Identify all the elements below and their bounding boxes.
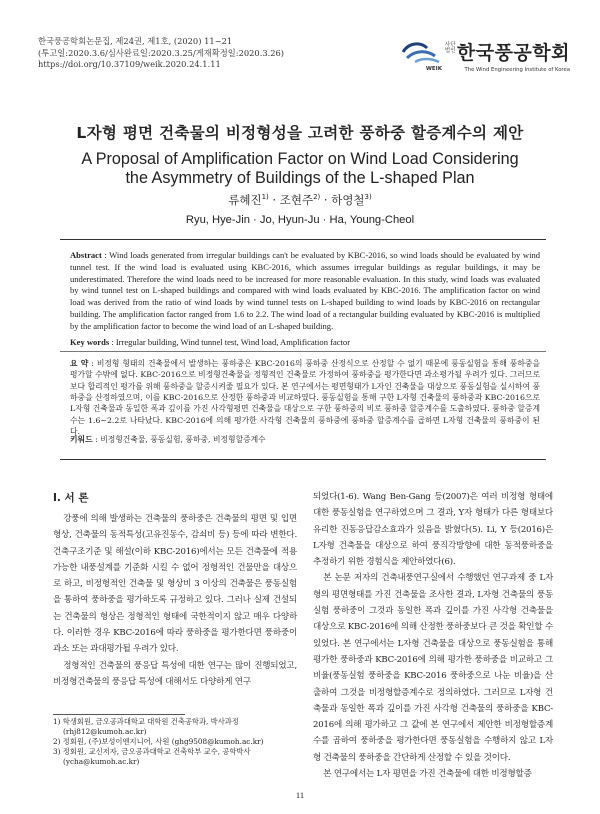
author-separator: · bbox=[268, 193, 280, 207]
author-1-mark: 1) bbox=[261, 193, 269, 202]
right-column bbox=[313, 489, 553, 782]
paragraph: 강풍에 의해 발생하는 건축물의 풍하중은 건축물의 평면 및 입면 형상, 건축물의 동적특성(고유진동수, 감쇠비 등) 등에 따라 변한다. 건축구조기준 및 해설(이하 KBC-2016)에서는 모든 건축물에 적용 가능한 내풍설계를 기준화 시킬 수 없어 정형적인 건물만을 대상으로 하고, 비정형적인 건축물 및 형상비 3 이상의 건축물은 풍동실험을 통하여 풍하중을 평가하도록 규정하고 있다. 그러나 실제 건설되는 건축물의 형상은 정형적인 형태에 국한적이지 않고 매우 다양하다. 이러한 경우 KBC-2016에 따라 풍하중을 평가한다면 풍하중이 과소 또는 과대평가될 우려가 있다. bbox=[53, 514, 297, 655]
author-2-mark: 2) bbox=[313, 193, 321, 202]
author-separator: · bbox=[320, 193, 332, 207]
submission-dates: (투고일:2020.3.6/심사완료일:2020.3.25/게재확정일:2020.3.26) bbox=[38, 47, 285, 58]
korean-keywords-text: : 비정형건축물, 풍동실험, 풍하중, 비정형할증계수 bbox=[95, 435, 266, 444]
section-title: I. 서 론 bbox=[53, 492, 89, 504]
logo-name: 한국풍공학회 bbox=[456, 42, 570, 64]
footnote: (rhj812@kumoh.ac.kr) bbox=[63, 727, 147, 737]
logo-subtitle: The Wind Engineering Institute of Korea bbox=[464, 67, 570, 73]
keywords-label: Key words bbox=[70, 337, 110, 347]
page-number: 11 bbox=[295, 790, 305, 800]
title-korean: L자형 평면 건축물의 비정형성을 고려한 풍하중 할증계수의 제안 bbox=[76, 124, 524, 142]
author-2: 조현주 bbox=[279, 193, 314, 207]
keywords bbox=[70, 337, 540, 347]
korean-summary bbox=[70, 358, 540, 437]
korean-summary-text: : 비정형 형태의 건축물에서 발생하는 풍하중은 KBC-2016의 풍하중 산정식으로 산정할 수 없기 때문에 풍동실험을 통해 풍하중을 평가할 수밖에 없다. KBC-2016으로 비정형건축물을 정형적인 건축물로 가정하여 풍하중을 평가한다면 과소평가될 우려가 있다. 그러므로 보다 합리적인 평가를 위해 풍하중을 할증시켜줄 필요가 있다. 본 연구에서는 평면형태가 L자인 건축물을 대상으로 풍동실험을 실시하여 풍하중을 산정하였으며, 이를 KBC-2016으로 산정한 풍하중과 비교하였다. 풍동실험을 통해 구한 L자형 건축물의 풍하중과 KBC-2016으로 L자형 건축물과 동일한 폭과 깊이를 가진 사각형평면 건축물을 대상으로 구한 풍하중의 비로 풍하중 할증계수를 도출하였다. 풍하중 할증계수는 1.6~2.2로 나타났다. KBC-2016에 의해 평가한 사각형 건축물의 풍하중에 풍하중 할증계수를 곱하면 L자형 건축물의 풍하중이 된다. bbox=[70, 359, 540, 437]
journal-citation: 한국풍공학회논문집, 제24권, 제1호, (2020) 11~21 bbox=[38, 36, 233, 46]
author-1: 류혜진 bbox=[228, 193, 262, 207]
title-english-line-1: A Proposal of Amplification Factor on Wind Load Considering bbox=[81, 150, 519, 168]
footnote: 2) 정회원, (주)보성이엔지니어, 사원 (ghg9508@kumoh.ac.kr) bbox=[53, 737, 264, 747]
footnote: (ycha@kumoh.ac.kr) bbox=[63, 757, 140, 767]
paragraph: 정형적인 건축물의 풍응답 특성에 대한 연구는 많이 진행되었고, 비정형건축물의 풍응답 특성에 대해서도 다양하게 연구 bbox=[53, 660, 297, 687]
wind-logo-icon bbox=[401, 38, 441, 64]
footnote-divider bbox=[53, 714, 185, 715]
keywords-text: : Irregular building, Wind tunnel test, Wind load, Amplification factor bbox=[111, 337, 351, 347]
authors-korean bbox=[0, 192, 600, 208]
paragraph: 본 논문 저자의 건축내풍연구실에서 수행했던 연구과제 중 L자형의 평면형태를 가진 건축물을 조사한 결과, L자형 건축물의 풍동실험 풍하중이 그것과 동일한 폭과 깊이를 가진 사각형 건축물을 대상으로 KBC-2016에 의해 산정한 풍하중보다 큰 것을 확인할 수 있었다. 본 연구에서는 L자형 건축물을 대상으로 풍동실험을 통해 평가한 풍하중과 KBC-2016에 의해 평가한 풍하중을 비교하고 그 비율(풍동실험 풍하중을 KBC-2016 풍하중으로 나눈 비율)을 산출하여 그것을 비정형할증계수로 정의하였다. 그러므로 L자형 건축물과 동일한 폭과 깊이를 가진 사각형 건축물의 풍하중을 KBC-2016에 의해 평가하고 그 값에 본 연구에서 제안한 비정형할증계수를 곱하여 풍하중을 평가한다면 풍동실험을 수행하지 않고 L자형 건축물의 풍하중을 간단하게 산정할 수 있을 것이다. bbox=[313, 573, 553, 763]
divider-bottom bbox=[60, 459, 546, 460]
paragraph: 되었다(1-6). Wang Ben-Gang 등(2007)은 여러 비정형 형태에 대한 풍동실험을 연구하였으며 그 결과, Y자 형태가 다른 형태보다 유리한 진동응답감소효과가 있음을 밝혔다(5). Li, Y 등(2016)은 L자형 건축물을 대상으로 하여 풍직각방향에 대한 동적풍하중을 추정하기 위한 경험식을 제안하였다(6). bbox=[313, 492, 553, 568]
logo-small-text: 사단 법인 bbox=[444, 42, 456, 54]
logo-code: WEIK bbox=[425, 66, 442, 72]
journal-header bbox=[38, 36, 284, 71]
footnotes bbox=[53, 717, 263, 767]
footnote: 3) 정회원, 교신저자, 금오공과대학교 건축학부 교수, 공학박사 bbox=[53, 747, 251, 757]
korean-keywords bbox=[70, 434, 540, 445]
author-3-mark: 3) bbox=[364, 193, 372, 202]
title-english bbox=[0, 150, 600, 188]
author-3: 하영철 bbox=[331, 193, 365, 207]
abstract bbox=[70, 250, 540, 333]
society-logo bbox=[401, 38, 570, 65]
abstract-label: Abstract bbox=[70, 250, 102, 260]
korean-keywords-label: 키워드 bbox=[70, 435, 93, 444]
abstract-text: : Wind loads generated from irregular buildings can't be evaluated by KBC-2016, so wind loads should be evaluated by wind tunnel test. If the wind load is evaluated using KBC-2016, which assumes irregular buildings as regular buildings, it may be underestimated. Therefore the wind loads need to be increased for more reasonable evaluation. In this study, wind loads was evaluated by wind tunnel test on L-shaped buildings and compared with wind loads evaluated by KBC-2016. The amplification factor on wind load was derived from the ratio of wind loads by wind tunnel tests on L-shaped building to wind loads by KBC-2016 on rectangular building. The amplification factor ranged from 1.6 to 2.2. The wind load of a rectangular building evaluated by KBC-2016 is multiplied by the amplification factor to become the wind load of an L-shaped building. bbox=[70, 250, 540, 331]
korean-summary-label: 요 약 bbox=[70, 359, 89, 368]
authors-english: Ryu, Hye-Jin · Jo, Hyun-Ju · Ha, Young-Cheol bbox=[185, 214, 415, 226]
divider-middle bbox=[60, 351, 546, 352]
left-column bbox=[53, 511, 297, 690]
doi-link[interactable]: https://doi.org/10.37109/weik.2020.24.1.11 bbox=[38, 59, 221, 70]
title-english-line-2: the Asymmetry of Buildings of the L-shaped Plan bbox=[125, 169, 475, 187]
footnote: 1) 학생회원, 금오공과대학교 대학원 건축공학과, 박사과정 bbox=[53, 717, 239, 726]
paragraph: 본 연구에서는 L자 평면을 가진 건축물에 대한 비정형할증 bbox=[323, 769, 532, 780]
divider-top bbox=[60, 239, 546, 240]
